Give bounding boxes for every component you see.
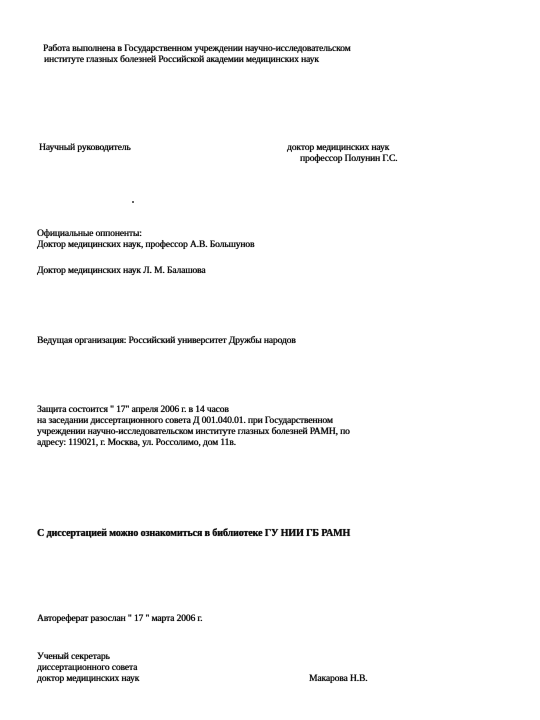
secretary-name: Макарова Н.В. <box>309 674 368 684</box>
secretary-block <box>37 652 139 685</box>
opponent-item: Доктор медицинских наук, профессор А.В. Большунов <box>37 240 255 250</box>
defense-paragraph <box>37 405 350 449</box>
supervisor-title <box>287 143 397 165</box>
secretary-council: диссертационного совета <box>37 663 138 673</box>
lead-organization: Ведущая организация: Российский университет Дружбы народов <box>37 336 296 346</box>
opponents-heading: Официальные оппоненты: <box>37 229 142 239</box>
secretary-degree: доктор медицинских наук <box>37 674 140 684</box>
stray-dot <box>132 201 134 203</box>
defense-line-3: учреждении научно-исследовательском институте глазных болезней РАМН, по <box>37 427 350 437</box>
intro-line-2: институте глазных болезней Российской академии медицинских наук <box>44 55 319 65</box>
secretary-role: Ученый секретарь <box>37 652 110 662</box>
defense-line-2: на заседании диссертационного совета Д 001.040.01. при Государственном <box>37 416 333 426</box>
opponents-block <box>37 229 254 251</box>
library-note: С диссертацией можно ознакомиться в библиотеке ГУ НИИ ГБ РАМН <box>37 528 351 539</box>
defense-line-1: Защита состоится " 17" апреля 2006 г. в 14 часов <box>37 405 229 415</box>
intro-paragraph <box>43 44 351 66</box>
defense-line-4: адресу: 119021, г. Москва, ул. Россолимо, дом 11в. <box>37 438 236 448</box>
intro-line-1: Работа выполнена в Государственном учреждении научно-исследовательском <box>43 44 351 54</box>
supervisor-name: профессор Полунин Г.С. <box>300 154 398 164</box>
abstract-date: Автореферат разослан " 17 " марта 2006 г. <box>37 614 203 624</box>
supervisor-degree: доктор медицинских наук <box>287 143 390 153</box>
opponent-item: Доктор медицинских наук Л. М. Балашова <box>37 266 206 276</box>
supervisor-label: Научный руководитель <box>39 143 131 153</box>
